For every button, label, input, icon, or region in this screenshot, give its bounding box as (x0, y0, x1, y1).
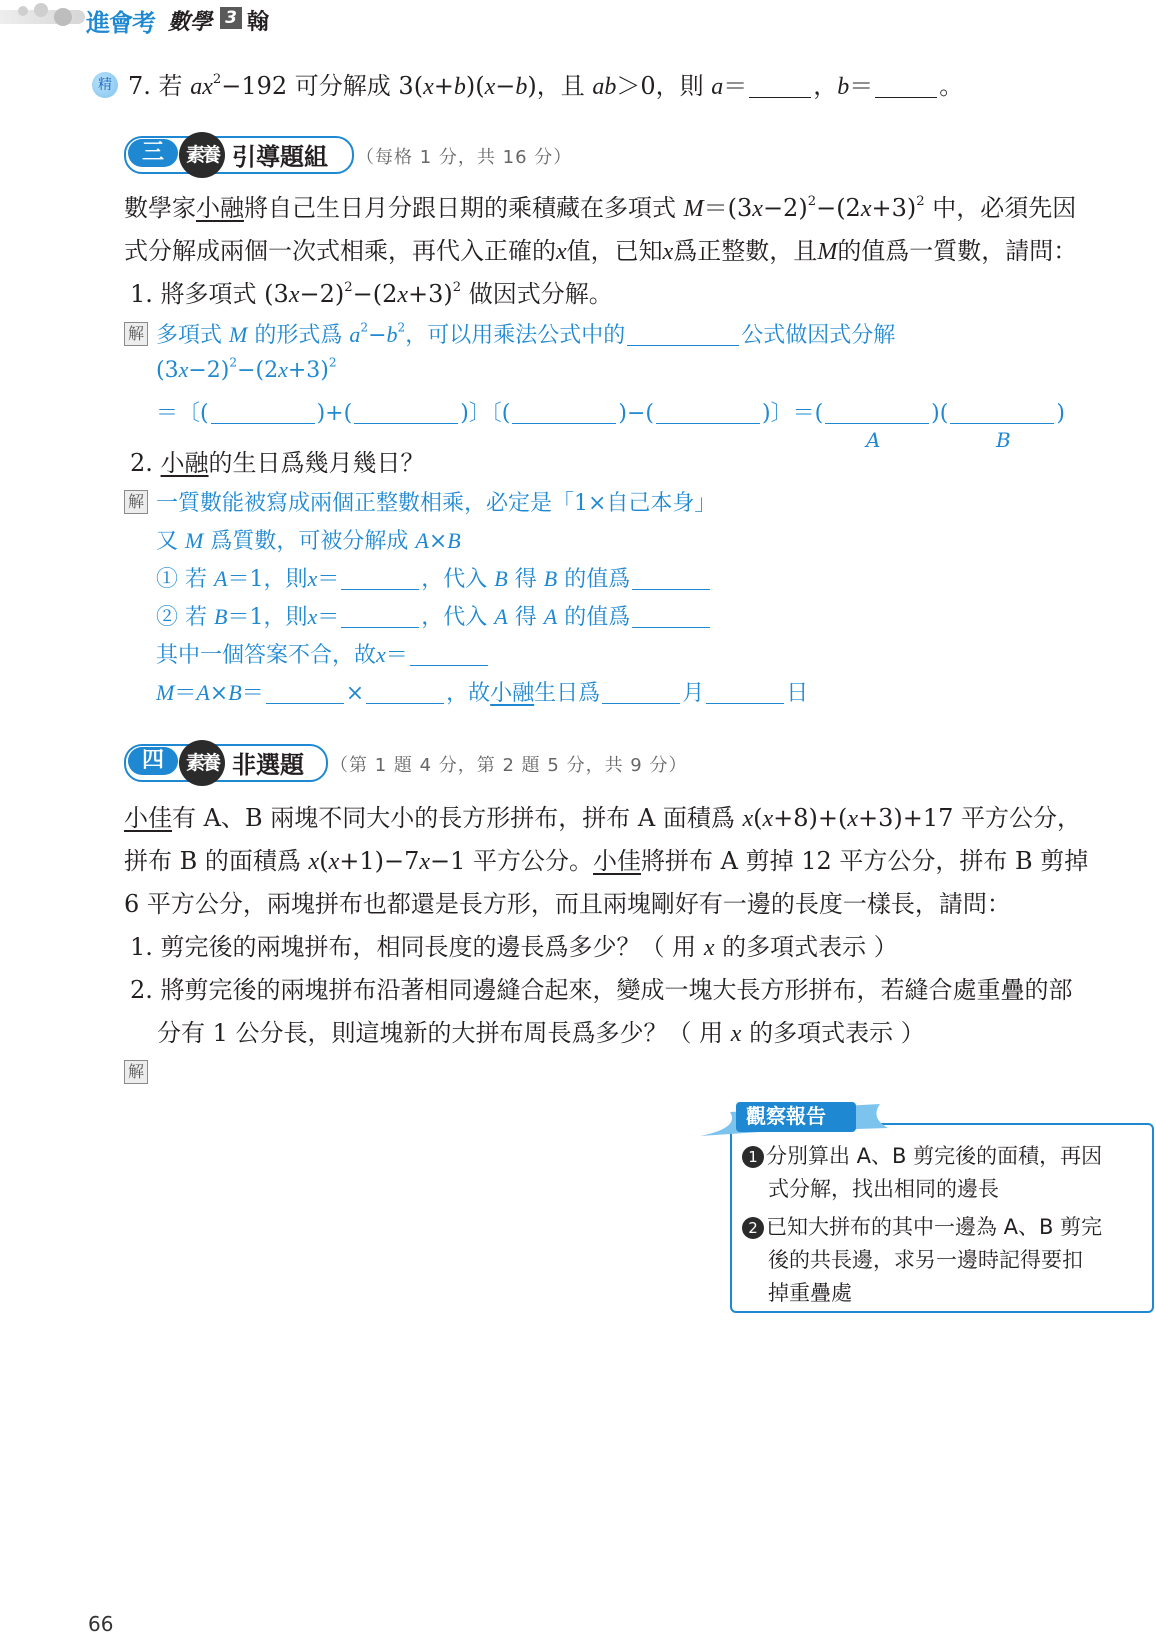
refined-badge-icon: 精 (92, 72, 118, 98)
solution-1-expression: $(3x-2)^2-(2x+3)^2$ (156, 355, 337, 383)
solution-icon: 解 (124, 490, 148, 514)
header-dot (34, 3, 48, 17)
section-3-header (124, 136, 573, 172)
observation-item-2-line-1: 2 已知大拼布的其中一邊為 A、B 剪完 (742, 1211, 1102, 1241)
factor-blank-4[interactable] (656, 400, 760, 424)
header-dot (18, 6, 28, 16)
header-dot (54, 8, 72, 26)
solution-2-case-1: ① 若 A＝1，則x＝ ，代入 B 得 B 的值爲 (156, 562, 712, 593)
solution-1-line-1: 多項式 M 的形式爲 $a^2-b^2$，可以用乘法公式中的 公式做因式分解 (156, 320, 896, 348)
factor-blank-a[interactable] (825, 400, 929, 424)
section-3-score-note: （每格 1 分，共 16 分） (356, 147, 573, 168)
section-4-intro-line-1: 小佳有 A、B 兩塊不同大小的長方形拼布，拼布 A 面積爲 x(x+8)+(x+3)+17 平方公分， (124, 804, 1082, 832)
number-2-icon: 2 (742, 1217, 764, 1239)
formula-name-blank[interactable] (627, 322, 739, 346)
section-4-question-2-line-1: 2. 將剪完後的兩塊拼布沿著相同邊縫合起來，變成一塊大長方形拼布，若縫合處重疊的部 (130, 976, 1073, 1004)
section-3-intro-line-1: 數學家小融將自己生日月分跟日期的乘積藏在多項式 $M=(3x-2)^2-(2x+3)^2$ 中，必須先因 (124, 193, 1077, 222)
section-3-question-2: 2. 小融的生日爲幾月幾日？ (130, 449, 425, 477)
section-4-literacy-badge: 素養 (179, 740, 225, 786)
observation-item-1-line-1: 1 分別算出 A、B 剪完後的面積，再因 (742, 1140, 1102, 1170)
observation-item-2-line-3: 掉重疊處 (768, 1281, 852, 1305)
section-4-header (124, 744, 688, 780)
answer-blank-a[interactable] (749, 72, 811, 98)
section-4-score-note: （第 1 題 4 分，第 2 題 5 分，共 9 分） (330, 755, 688, 776)
product-blank-1[interactable] (266, 680, 344, 704)
factor-blank-3[interactable] (512, 400, 616, 424)
solution-2-line-2: 又 M 爲質數，可被分解成 A×B (156, 528, 461, 554)
section-4-question-1: 1. 剪完後的兩塊拼布，相同長度的邊長爲多少？（ 用 x 的多項式表示 ） (130, 933, 898, 961)
section-3-title: 引導題組 (232, 143, 328, 171)
case-1-value-blank[interactable] (632, 566, 710, 590)
solution-icon: 解 (124, 322, 148, 346)
observation-item-2-line-2: 後的共長邊，求另一邊時記得要扣 (768, 1248, 1083, 1272)
section-3-intro-line-2: 式分解成兩個一次式相乘，再代入正確的x值，已知x爲正整數，且M的值爲一質數，請問： (124, 237, 1078, 265)
section-4-title: 非選題 (232, 751, 304, 779)
solution-icon: 解 (124, 1060, 148, 1084)
section-3-literacy-badge: 素養 (179, 132, 225, 178)
section-3-question-1: 1. 將多項式 $(3x-2)^2-(2x+3)^2$ 做因式分解。 (130, 279, 613, 308)
header-subject: 數學 (168, 10, 213, 35)
observation-item-1-line-2: 式分解，找出相同的邊長 (768, 1177, 999, 1201)
case-2-value-blank[interactable] (632, 604, 710, 628)
factor-blank-b[interactable] (950, 400, 1054, 424)
solution-2-case-2: ② 若 B＝1，則x＝ ，代入 A 得 A 的值爲 (156, 600, 712, 631)
section-4-question-2-line-2: 分有 1 公分長，則這塊新的大拼布周長爲多少？（ 用 x 的多項式表示 ） (157, 1019, 925, 1047)
observation-report-title: 觀察報告 (746, 1104, 826, 1128)
page-number: 66 (88, 1612, 114, 1636)
solution-2-line-1: 一質數能被寫成兩個正整數相乘，必定是「1×自己本身」 (156, 491, 717, 516)
solution-1-factorization: ＝〔( )+( )〕〔( )−( )〕＝( )( ) (156, 401, 1065, 426)
section-3-number: 三 (128, 139, 178, 167)
answer-blank-b[interactable] (875, 72, 937, 98)
factor-label-a: A (866, 428, 881, 452)
section-4-intro-line-2: 拼布 B 的面積爲 x(x+1)−7x−1 平方公分。小佳將拼布 A 剪掉 12 平方公分，拼布 B 剪掉 (124, 847, 1089, 875)
factor-blank-2[interactable] (354, 400, 458, 424)
factor-label-b: B (996, 428, 1011, 452)
final-x-blank[interactable] (410, 642, 488, 666)
number-1-icon: 1 (742, 1146, 764, 1168)
section-4-number: 四 (128, 747, 178, 775)
factor-blank-1[interactable] (211, 400, 315, 424)
month-blank[interactable] (602, 680, 680, 704)
solution-2-birthday: M＝A×B＝ × ，故小融生日爲 月 日 (156, 680, 809, 706)
day-blank[interactable] (706, 680, 784, 704)
section-4-intro-line-3: 6 平方公分，兩塊拼布也都還是長方形，而且兩塊剛好有一邊的長度一樣長，請問： (124, 890, 1011, 918)
header-grade: 3 (220, 7, 242, 29)
case-2-x-blank[interactable] (341, 604, 419, 628)
header-edition: 翰 (247, 10, 270, 35)
header-logo: 進會考 (86, 9, 155, 37)
solution-2-conclusion: 其中一個答案不合，故x＝ (156, 638, 490, 669)
case-1-x-blank[interactable] (341, 566, 419, 590)
product-blank-2[interactable] (366, 680, 444, 704)
problem-7: 7. 若 $ax^2-192$ 可分解成 3(x+b)(x−b)，且 ab＞0，則 a＝ ，b＝ 。 (128, 71, 964, 100)
